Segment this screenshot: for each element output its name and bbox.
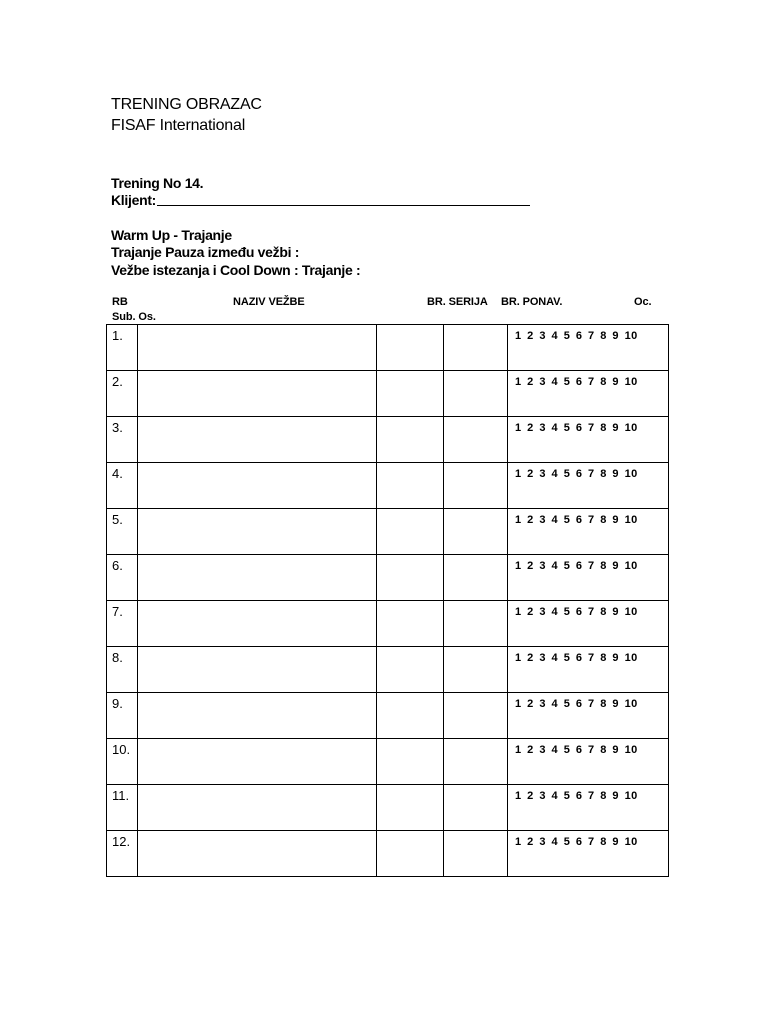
row-number-cell xyxy=(107,693,138,739)
row-number: 10. xyxy=(112,742,131,757)
row-number-cell xyxy=(107,739,138,785)
organization-name: FISAF International xyxy=(111,117,246,134)
exercise-table xyxy=(106,324,669,877)
cooldown-duration: Vežbe istezanja i Cool Down : Trajanje : xyxy=(111,262,361,278)
exercise-name-cell[interactable] xyxy=(138,739,377,785)
row-number: 9. xyxy=(112,696,123,711)
rating-scale: 1 2 3 4 5 6 7 8 9 10 xyxy=(515,790,638,802)
rating-cell[interactable] xyxy=(508,509,669,555)
row-number-cell xyxy=(107,601,138,647)
row-number: 4. xyxy=(112,466,123,481)
rating-scale: 1 2 3 4 5 6 7 8 9 10 xyxy=(515,698,638,710)
sets-cell[interactable] xyxy=(377,463,444,509)
row-number-cell xyxy=(107,647,138,693)
sets-cell[interactable] xyxy=(377,693,444,739)
rating-scale: 1 2 3 4 5 6 7 8 9 10 xyxy=(515,560,638,572)
client-label: Klijent: xyxy=(111,192,157,208)
reps-cell[interactable] xyxy=(444,371,508,417)
table-row xyxy=(107,555,669,601)
reps-cell[interactable] xyxy=(444,509,508,555)
form-title: TRENING OBRAZAC xyxy=(111,96,262,113)
sets-cell[interactable] xyxy=(377,509,444,555)
client-fill-line[interactable] xyxy=(157,205,530,206)
sets-cell[interactable] xyxy=(377,647,444,693)
column-header-sets: BR. SERIJA xyxy=(427,296,488,308)
rating-cell[interactable] xyxy=(508,831,669,877)
reps-cell[interactable] xyxy=(444,555,508,601)
sets-cell[interactable] xyxy=(377,371,444,417)
row-number: 5. xyxy=(112,512,123,527)
rating-scale: 1 2 3 4 5 6 7 8 9 10 xyxy=(515,744,638,756)
exercise-name-cell[interactable] xyxy=(138,785,377,831)
training-number: Trening No 14. xyxy=(111,175,204,191)
rating-cell[interactable] xyxy=(508,417,669,463)
exercise-name-cell[interactable] xyxy=(138,601,377,647)
sets-cell[interactable] xyxy=(377,555,444,601)
exercise-name-cell[interactable] xyxy=(138,647,377,693)
sets-cell[interactable] xyxy=(377,601,444,647)
row-number-cell xyxy=(107,509,138,555)
sets-cell[interactable] xyxy=(377,785,444,831)
row-number: 6. xyxy=(112,558,123,573)
row-number: 11. xyxy=(112,788,130,803)
rating-cell[interactable] xyxy=(508,325,669,371)
reps-cell[interactable] xyxy=(444,601,508,647)
table-row xyxy=(107,647,669,693)
column-header-exercise-name: NAZIV VEŽBE xyxy=(233,296,305,308)
reps-cell[interactable] xyxy=(444,785,508,831)
table-row xyxy=(107,509,669,555)
row-number: 1. xyxy=(112,328,123,343)
exercise-name-cell[interactable] xyxy=(138,371,377,417)
sets-cell[interactable] xyxy=(377,831,444,877)
rest-duration: Trajanje Pauza između vežbi : xyxy=(111,244,300,260)
warm-up-duration: Warm Up - Trajanje xyxy=(111,227,232,243)
rating-scale: 1 2 3 4 5 6 7 8 9 10 xyxy=(515,422,638,434)
rating-cell[interactable] xyxy=(508,371,669,417)
row-number-cell xyxy=(107,463,138,509)
sets-cell[interactable] xyxy=(377,417,444,463)
reps-cell[interactable] xyxy=(444,463,508,509)
rating-scale: 1 2 3 4 5 6 7 8 9 10 xyxy=(515,468,638,480)
row-number-cell xyxy=(107,831,138,877)
exercise-name-cell[interactable] xyxy=(138,509,377,555)
row-number-cell xyxy=(107,325,138,371)
reps-cell[interactable] xyxy=(444,831,508,877)
row-number: 8. xyxy=(112,650,123,665)
rating-cell[interactable] xyxy=(508,555,669,601)
reps-cell[interactable] xyxy=(444,417,508,463)
reps-cell[interactable] xyxy=(444,739,508,785)
exercise-name-cell[interactable] xyxy=(138,463,377,509)
table-row xyxy=(107,693,669,739)
rating-scale: 1 2 3 4 5 6 7 8 9 10 xyxy=(515,376,638,388)
rating-scale: 1 2 3 4 5 6 7 8 9 10 xyxy=(515,606,638,618)
reps-cell[interactable] xyxy=(444,325,508,371)
table-row xyxy=(107,371,669,417)
row-number: 7. xyxy=(112,604,123,619)
row-number: 2. xyxy=(112,374,123,389)
reps-cell[interactable] xyxy=(444,693,508,739)
exercise-name-cell[interactable] xyxy=(138,417,377,463)
column-header-rating: Oc. xyxy=(634,296,652,308)
rating-cell[interactable] xyxy=(508,601,669,647)
rating-cell[interactable] xyxy=(508,739,669,785)
exercise-name-cell[interactable] xyxy=(138,325,377,371)
rating-scale: 1 2 3 4 5 6 7 8 9 10 xyxy=(515,514,638,526)
table-row xyxy=(107,739,669,785)
row-number-cell xyxy=(107,417,138,463)
sets-cell[interactable] xyxy=(377,325,444,371)
table-row xyxy=(107,417,669,463)
row-number: 3. xyxy=(112,420,123,435)
rating-scale: 1 2 3 4 5 6 7 8 9 10 xyxy=(515,652,638,664)
table-row xyxy=(107,785,669,831)
column-header-rb: RB xyxy=(112,296,128,308)
exercise-name-cell[interactable] xyxy=(138,555,377,601)
sets-cell[interactable] xyxy=(377,739,444,785)
table-row xyxy=(107,325,669,371)
row-number: 12. xyxy=(112,834,131,849)
table-row xyxy=(107,601,669,647)
rating-scale: 1 2 3 4 5 6 7 8 9 10 xyxy=(515,836,638,848)
row-number-cell xyxy=(107,555,138,601)
exercise-name-cell[interactable] xyxy=(138,693,377,739)
rating-scale: 1 2 3 4 5 6 7 8 9 10 xyxy=(515,330,638,342)
row-number-cell xyxy=(107,371,138,417)
row-number-cell xyxy=(107,785,138,831)
column-header-reps: BR. PONAV. xyxy=(501,296,563,308)
rating-cell[interactable] xyxy=(508,463,669,509)
table-row xyxy=(107,463,669,509)
column-header-subjective: Sub. Os. xyxy=(112,311,156,323)
rating-cell[interactable] xyxy=(508,647,669,693)
rating-cell[interactable] xyxy=(508,693,669,739)
exercise-name-cell[interactable] xyxy=(138,831,377,877)
table-row xyxy=(107,831,669,877)
reps-cell[interactable] xyxy=(444,647,508,693)
rating-cell[interactable] xyxy=(508,785,669,831)
